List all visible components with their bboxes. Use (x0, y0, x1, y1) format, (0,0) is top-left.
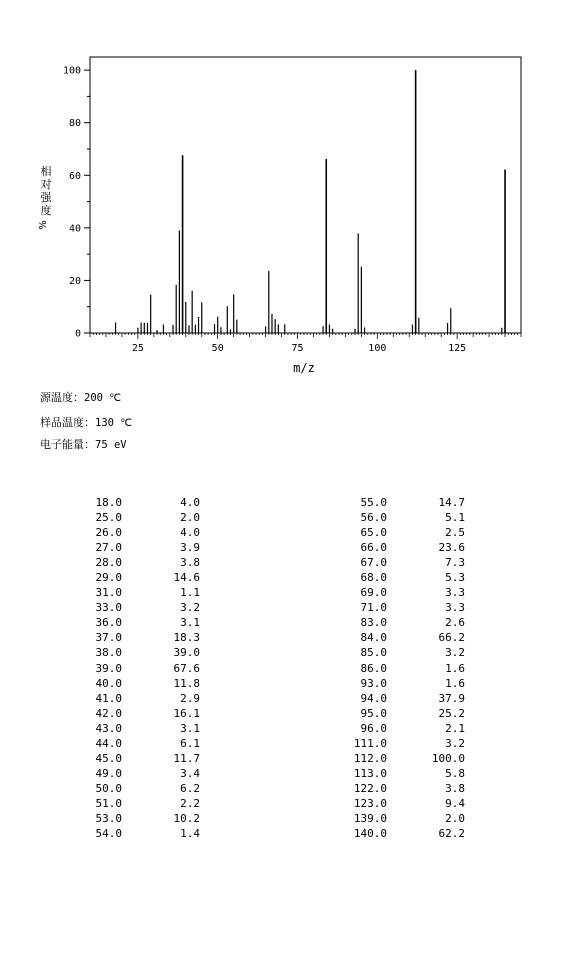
peak-table-row (325, 796, 465, 811)
peak-table-row (60, 766, 200, 781)
peak-table-row (325, 600, 465, 615)
peak-table-row (325, 826, 465, 841)
peak-mz: 39.0 (95, 661, 122, 675)
peak-intensity: 2.2 (180, 796, 200, 810)
peak-table-row (60, 495, 200, 510)
peak-table-row (325, 525, 465, 540)
peak-intensity: 4.0 (180, 526, 200, 540)
peak-table-row (325, 691, 465, 706)
peak-table-row (325, 645, 465, 660)
peak-intensity: 6.2 (180, 781, 200, 795)
peak-table-row (60, 600, 200, 615)
peak-table-row (60, 630, 200, 645)
peak-intensity: 25.2 (438, 706, 465, 720)
peak-mz: 66.0 (360, 541, 387, 555)
x-tick-label: 100 (368, 343, 387, 354)
y-axis-label-char: 强 (40, 191, 52, 204)
peak-table-row (325, 585, 465, 600)
peak-intensity: 14.6 (173, 571, 200, 585)
peak-table-row (325, 736, 465, 751)
peak-intensity: 3.2 (445, 736, 465, 750)
peak-intensity: 2.5 (445, 526, 465, 540)
peak-table-row (60, 540, 200, 555)
peak-table-row (60, 751, 200, 766)
peak-mz: 36.0 (95, 616, 122, 630)
peak-intensity: 66.2 (438, 631, 465, 645)
peak-intensity: 4.0 (180, 496, 200, 509)
peak-table-row (325, 555, 465, 570)
sample-temperature-label: 样品温度： (40, 416, 95, 429)
y-tick-label: 60 (68, 170, 81, 182)
peak-intensity: 2.6 (445, 616, 465, 630)
source-temperature-value: 200 ℃ (84, 392, 122, 404)
peak-mz: 26.0 (95, 526, 122, 540)
peak-intensity: 1.6 (445, 661, 465, 675)
y-tick-label: 40 (68, 223, 81, 235)
peak-intensity: 11.8 (173, 676, 200, 690)
peak-intensity: 100.0 (431, 751, 465, 765)
peak-intensity: 3.3 (445, 586, 465, 600)
sample-temperature-value: 130 ℃ (95, 417, 133, 429)
peak-intensity: 2.0 (445, 811, 465, 825)
peak-mz: 43.0 (95, 721, 122, 735)
peak-table-row (325, 630, 465, 645)
peak-mz: 111.0 (353, 736, 387, 750)
peak-intensity: 16.1 (173, 706, 200, 720)
peak-table-row (325, 510, 465, 525)
peak-intensity: 1.4 (180, 827, 200, 841)
peak-mz: 28.0 (95, 556, 122, 570)
peak-table-row (325, 811, 465, 826)
peak-table-left (60, 495, 200, 841)
peak-intensity: 3.1 (180, 721, 200, 735)
peak-table-row (325, 495, 465, 510)
peak-mz: 93.0 (360, 676, 387, 690)
source-temperature-label: 源温度： (40, 391, 84, 404)
peak-mz: 41.0 (95, 691, 122, 705)
peak-table-row (60, 706, 200, 721)
peak-intensity: 62.2 (438, 827, 465, 841)
peak-table-row (60, 796, 200, 811)
peak-mz: 42.0 (95, 706, 122, 720)
peak-intensity: 10.2 (173, 811, 200, 825)
source-temperature (40, 389, 121, 405)
peak-intensity: 67.6 (173, 661, 200, 675)
peak-intensity: 3.1 (180, 616, 200, 630)
peak-mz: 85.0 (360, 646, 387, 660)
peak-table-row (325, 676, 465, 691)
peak-intensity: 3.2 (180, 601, 200, 615)
mass-spectrum-chart (0, 0, 570, 380)
peak-table-row (60, 510, 200, 525)
peak-table-row (325, 766, 465, 781)
peak-table-row (60, 826, 200, 841)
peak-intensity: 7.3 (445, 556, 465, 570)
peak-mz: 31.0 (95, 586, 122, 600)
peak-mz: 96.0 (360, 721, 387, 735)
peak-intensity: 18.3 (173, 631, 200, 645)
peak-table-row (325, 781, 465, 796)
peak-intensity: 6.1 (180, 736, 200, 750)
peak-table-row (60, 661, 200, 676)
peak-table-right (325, 495, 465, 841)
peak-intensity: 5.3 (445, 571, 465, 585)
peak-mz: 37.0 (95, 631, 122, 645)
peak-table-row (325, 661, 465, 676)
y-tick-label: 100 (62, 65, 81, 77)
peak-mz: 49.0 (95, 766, 122, 780)
peak-mz: 55.0 (360, 496, 387, 509)
peak-mz: 18.0 (95, 496, 122, 509)
x-tick-label: 125 (448, 343, 467, 354)
peak-mz: 50.0 (95, 781, 122, 795)
peak-intensity: 5.8 (445, 766, 465, 780)
peak-table-row (60, 525, 200, 540)
peak-mz: 56.0 (360, 511, 387, 525)
peak-table-row (60, 721, 200, 736)
peak-mz: 113.0 (353, 766, 387, 780)
peak-table-row (325, 751, 465, 766)
peak-intensity: 3.9 (180, 541, 200, 555)
peak-intensity: 3.2 (445, 646, 465, 660)
peak-mz: 139.0 (353, 811, 387, 825)
y-axis-label-char: 相 (40, 165, 52, 178)
peak-table-row (325, 615, 465, 630)
peak-intensity: 1.6 (445, 676, 465, 690)
peak-table-row (325, 706, 465, 721)
peak-mz: 95.0 (360, 706, 387, 720)
electron-energy (40, 436, 127, 452)
peak-mz: 44.0 (95, 736, 122, 750)
peak-mz: 122.0 (353, 781, 387, 795)
x-axis-label: m/z (293, 361, 315, 375)
peak-mz: 112.0 (353, 751, 387, 765)
peak-table-row (60, 555, 200, 570)
peak-table-row (60, 585, 200, 600)
peak-table-row (325, 721, 465, 736)
peak-intensity: 1.1 (180, 586, 200, 600)
sample-temperature (40, 414, 132, 430)
peak-intensity: 37.9 (438, 691, 465, 705)
peak-mz: 29.0 (95, 571, 122, 585)
peak-mz: 33.0 (95, 601, 122, 615)
peak-mz: 83.0 (360, 616, 387, 630)
peak-mz: 123.0 (353, 796, 387, 810)
y-tick-label: 20 (68, 275, 81, 287)
y-tick-label: 0 (74, 328, 81, 340)
peak-table-row (325, 540, 465, 555)
peak-table-row (60, 691, 200, 706)
plot-frame (90, 57, 521, 333)
peak-table-row (60, 615, 200, 630)
peak-intensity: 3.8 (180, 556, 200, 570)
peak-mz: 68.0 (360, 571, 387, 585)
peak-intensity: 3.4 (180, 766, 200, 780)
peak-table-row (60, 736, 200, 751)
y-axis-label-unit: % (38, 220, 49, 230)
peak-mz: 71.0 (360, 601, 387, 615)
y-axis-label-char: 度 (40, 204, 52, 217)
peak-table-row (60, 645, 200, 660)
peak-table-row (60, 570, 200, 585)
peak-intensity: 3.3 (445, 601, 465, 615)
electron-energy-value: 75 eV (95, 439, 127, 451)
peak-intensity: 23.6 (438, 541, 465, 555)
peak-intensity: 39.0 (173, 646, 200, 660)
peak-intensity: 5.1 (445, 511, 465, 525)
peak-table-row (325, 570, 465, 585)
peak-mz: 38.0 (95, 646, 122, 660)
peak-mz: 86.0 (360, 661, 387, 675)
y-tick-label: 80 (68, 118, 81, 130)
y-axis-label-char: 对 (40, 178, 52, 191)
peak-mz: 25.0 (95, 511, 122, 525)
peak-mz: 27.0 (95, 541, 122, 555)
peak-intensity: 11.7 (173, 751, 200, 765)
peak-mz: 84.0 (360, 631, 387, 645)
peak-mz: 53.0 (95, 811, 122, 825)
peak-intensity: 14.7 (438, 496, 465, 509)
peak-mz: 51.0 (95, 796, 122, 810)
peak-mz: 40.0 (95, 676, 122, 690)
peak-mz: 69.0 (360, 586, 387, 600)
x-tick-label: 75 (291, 343, 304, 354)
y-axis-label (38, 164, 53, 230)
peak-mz: 54.0 (95, 827, 122, 841)
peak-mz: 45.0 (95, 751, 122, 765)
peak-table-row (60, 676, 200, 691)
peak-table-row (60, 781, 200, 796)
peak-mz: 65.0 (360, 526, 387, 540)
peak-mz: 140.0 (353, 827, 387, 841)
peak-mz: 67.0 (360, 556, 387, 570)
peak-mz: 94.0 (360, 691, 387, 705)
peak-intensity: 9.4 (445, 796, 465, 810)
peak-intensity: 2.1 (445, 721, 465, 735)
x-tick-label: 25 (131, 343, 144, 354)
peak-intensity: 2.0 (180, 511, 200, 525)
x-tick-label: 50 (211, 343, 224, 354)
peak-table-row (60, 811, 200, 826)
peak-intensity: 3.8 (445, 781, 465, 795)
electron-energy-label: 电子能量： (40, 438, 95, 451)
peak-intensity: 2.9 (180, 691, 200, 705)
